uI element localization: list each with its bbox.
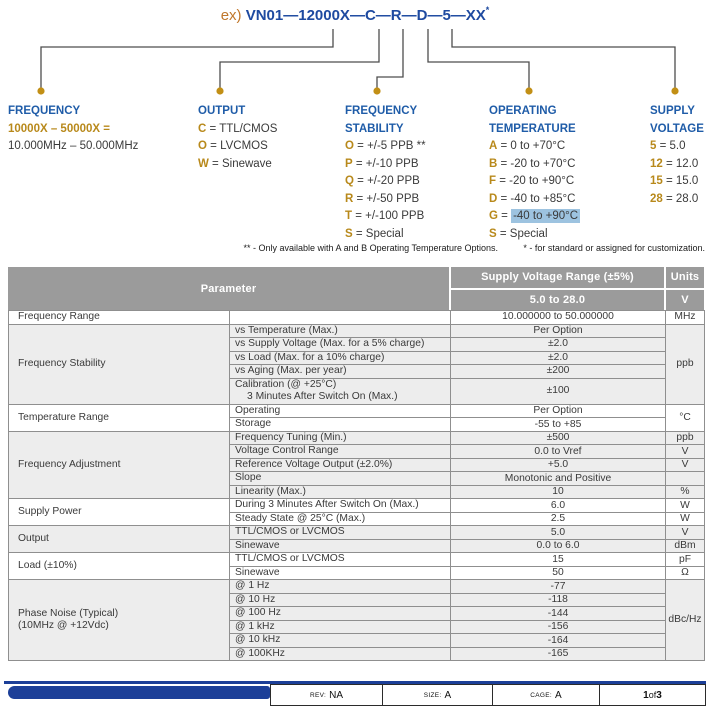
option-value: -20 to +90°C [509, 175, 575, 187]
part-number-connector-diagram [0, 0, 710, 100]
option-code: P [345, 157, 353, 170]
option-value: -40 to +85°C [510, 192, 576, 205]
option-equals: = [656, 140, 670, 152]
spec-row [9, 404, 705, 418]
option-code: R [345, 192, 354, 205]
option-value: 5.0 [669, 140, 686, 152]
param-group-cell [9, 553, 230, 580]
param-sub-line: Sinewave [235, 539, 280, 551]
option-value: 10.000MHz – 50.000MHz [8, 140, 139, 152]
ordering-column-frequency [8, 103, 138, 156]
option-value: -40 to +90°C [513, 210, 579, 222]
param-group-name: Phase Noise (Typical) [18, 607, 119, 619]
param-sub-cell [230, 324, 451, 338]
option-row [650, 138, 704, 156]
option-row [345, 156, 426, 174]
option-code: C [198, 122, 207, 135]
option-value: 12.0 [675, 157, 699, 170]
param-group-name: (10MHz @ +12Vdc) [18, 620, 109, 632]
option-code: 15 [650, 175, 663, 187]
option-code: S [345, 227, 353, 240]
unit-cell: MHz [666, 311, 705, 325]
param-sub-cell [230, 512, 451, 526]
value-cell: ±100 [451, 378, 666, 404]
param-sub-line: TTL/CMOS or LVCMOS [235, 553, 345, 565]
option-equals: = [353, 192, 367, 205]
page-current: 1 [643, 689, 649, 701]
ordering-column-frequency-stability [345, 103, 426, 243]
param-sub-cell [230, 647, 451, 661]
value-cell: 2.5 [451, 512, 666, 526]
param-sub-line: vs Load (Max. for a 10% charge) [235, 351, 385, 363]
connector-line [428, 29, 529, 88]
param-group-cell [9, 431, 230, 499]
param-sub-line: Linearity (Max.) [235, 485, 306, 497]
option-equals: = [497, 157, 511, 170]
param-sub-cell [230, 418, 451, 432]
option-row [489, 138, 580, 156]
param-sub-line: @ 10 kHz [235, 634, 281, 646]
param-sub-cell [230, 539, 451, 553]
param-group-name: Temperature Range [18, 411, 110, 423]
option-value: Sinewave [221, 157, 272, 170]
size-label: SIZE: [423, 691, 442, 699]
option-code: A [489, 140, 498, 152]
unit-cell: W [666, 512, 705, 526]
unit-cell: V [666, 445, 705, 459]
spec-row [9, 324, 705, 338]
param-sub-line: @ 100KHz [235, 647, 285, 659]
connector-dot [37, 87, 44, 94]
option-equals: = [352, 227, 366, 240]
option-equals: = [352, 157, 366, 170]
param-group-cell [9, 324, 230, 404]
param-group-name: Frequency Adjustment [18, 458, 121, 470]
header-parameter: Parameter [8, 267, 449, 310]
unit-cell: V [666, 526, 705, 540]
value-cell: 0.0 to Vref [451, 445, 666, 459]
option-row [650, 173, 704, 191]
option-value: Special [365, 227, 404, 240]
option-equals: = [496, 227, 510, 240]
option-code: O [345, 140, 354, 152]
param-sub-cell [230, 607, 451, 621]
option-code: 5 [650, 140, 657, 152]
param-sub-cell [230, 431, 451, 445]
value-cell: 10.000000 to 50.000000 [451, 311, 666, 325]
param-sub-line: Frequency Tuning (Min.) [235, 431, 347, 443]
param-group-cell [9, 311, 230, 325]
value-cell: -55 to +85 [451, 418, 666, 432]
option-code: G [489, 210, 498, 222]
spec-table-header [8, 267, 704, 310]
option-code: D [489, 192, 498, 205]
value-cell: ±2.0 [451, 351, 666, 365]
param-sub-cell [230, 499, 451, 513]
param-sub-cell [230, 553, 451, 567]
option-equals: = [662, 175, 676, 187]
value-cell: -156 [451, 620, 666, 634]
value-cell: -164 [451, 634, 666, 648]
unit-cell: °C [666, 404, 705, 431]
option-row [489, 156, 580, 174]
value-cell: 6.0 [451, 499, 666, 513]
param-sub-cell [230, 472, 451, 486]
page-sep: of [648, 690, 657, 700]
option-row [8, 121, 138, 139]
option-equals: = [206, 122, 220, 135]
value-cell: 0.0 to 6.0 [451, 539, 666, 553]
param-sub-cell [230, 311, 451, 325]
value-cell: -118 [451, 593, 666, 607]
unit-cell: % [666, 485, 705, 499]
ordering-column-supply-voltage [650, 103, 704, 208]
unit-cell: W [666, 499, 705, 513]
option-row [345, 138, 426, 156]
spec-row [9, 580, 705, 594]
option-value: +/-100 PPB [365, 210, 425, 222]
param-sub-cell [230, 485, 451, 499]
part-number: VN01—12000X—C—R—D—5—XX [245, 7, 486, 24]
option-row [198, 138, 277, 156]
param-sub-line: @ 1 kHz [235, 620, 275, 632]
param-sub-cell [230, 365, 451, 379]
param-sub-cell [230, 526, 451, 540]
footnote-single-star: * - for standard or assigned for customization. [523, 243, 705, 253]
option-row [650, 191, 704, 209]
rev-label: REV: [309, 691, 327, 699]
spec-row [9, 311, 705, 325]
connector-dot [525, 87, 532, 94]
connector-line [452, 29, 675, 88]
part-number-note-mark: * [485, 5, 490, 15]
unit-cell [666, 472, 705, 486]
value-cell: ±200 [451, 365, 666, 379]
spec-row [9, 526, 705, 540]
value-cell: 15 [451, 553, 666, 567]
cage-cell [492, 685, 599, 705]
connector-line [220, 29, 379, 88]
param-sub-cell [230, 378, 451, 404]
param-sub-line: 3 Minutes After Switch On (Max.) [247, 391, 398, 403]
param-sub-line: Operating [235, 404, 281, 416]
option-equals: = [208, 157, 222, 170]
option-equals: = [352, 210, 366, 222]
connector-dot [373, 87, 380, 94]
footer-bar [8, 686, 270, 699]
option-code: 12 [650, 157, 663, 170]
param-sub-line: @ 1 Hz [235, 580, 270, 592]
value-cell: 10 [451, 485, 666, 499]
value-cell: Per Option [451, 404, 666, 418]
param-group-cell [9, 499, 230, 526]
connector-line [41, 29, 333, 88]
header-supply-range-value: 5.0 to 28.0 [451, 290, 664, 311]
option-row [345, 208, 426, 226]
column-header-line: SUPPLY [650, 105, 695, 117]
param-group-name: Frequency Stability [18, 357, 106, 369]
option-code: 28 [650, 192, 663, 205]
option-row [650, 156, 704, 174]
option-row [489, 191, 580, 209]
param-sub-line: TTL/CMOS or LVCMOS [235, 526, 345, 538]
option-row [198, 156, 277, 174]
option-value: 15.0 [675, 175, 699, 187]
spec-table [8, 310, 705, 661]
param-group-name: Load (±10%) [18, 560, 77, 572]
option-code: 10000X – 50000X = [8, 122, 110, 135]
footer-info-table [270, 684, 706, 706]
example-prefix: ex) [220, 7, 242, 24]
param-group-cell [9, 526, 230, 553]
option-code: W [198, 157, 209, 170]
unit-cell: dBm [666, 539, 705, 553]
header-units: Units [666, 267, 704, 288]
column-header-line: FREQUENCY [8, 105, 81, 117]
rev-value: NA [329, 689, 344, 701]
option-value: 0 to +70°C [510, 140, 566, 152]
param-sub-cell [230, 458, 451, 472]
option-equals: = [353, 140, 368, 152]
param-sub-line: Slope [235, 472, 262, 484]
option-code: T [345, 210, 353, 222]
column-header-line: TEMPERATURE [489, 122, 576, 135]
value-cell: -77 [451, 580, 666, 594]
option-row [489, 173, 580, 191]
size-value: A [444, 689, 452, 701]
option-row [345, 173, 426, 191]
option-equals: = [662, 157, 676, 170]
unit-cell: dBc/Hz [666, 580, 705, 661]
rev-cell [271, 685, 382, 705]
spec-row [9, 499, 705, 513]
param-sub-cell [230, 620, 451, 634]
option-code: Q [345, 175, 354, 187]
page-cell [599, 685, 705, 705]
option-value: 28.0 [675, 192, 699, 205]
option-equals: = [496, 175, 510, 187]
param-sub-cell [230, 351, 451, 365]
connector-dot [671, 87, 678, 94]
header-units-value: V [666, 290, 704, 311]
param-group-cell [9, 404, 230, 431]
value-cell: -144 [451, 607, 666, 621]
param-sub-cell [230, 593, 451, 607]
param-sub-cell [230, 338, 451, 352]
column-header-line: STABILITY [345, 122, 404, 135]
column-header-line: FREQUENCY [345, 105, 418, 117]
option-equals: = [497, 210, 512, 222]
option-row [489, 208, 580, 226]
option-value: +/-20 PPB [367, 175, 420, 187]
option-value: Special [509, 227, 548, 240]
cage-value: A [555, 689, 562, 701]
option-equals: = [206, 140, 221, 152]
param-group-cell [9, 580, 230, 661]
option-code: F [489, 175, 497, 187]
option-value: TTL/CMOS [219, 122, 278, 135]
option-value: LVCMOS [220, 140, 268, 152]
size-cell [382, 685, 492, 705]
value-cell: Per Option [451, 324, 666, 338]
spec-row [9, 431, 705, 445]
option-code: O [198, 140, 207, 152]
param-sub-cell [230, 580, 451, 594]
param-sub-line: vs Supply Voltage (Max. for a 5% charge) [235, 338, 425, 349]
option-value: +/-5 PPB ** [367, 140, 426, 152]
connector-line [377, 29, 403, 88]
value-cell: ±500 [451, 431, 666, 445]
param-sub-line: @ 10 Hz [235, 593, 276, 605]
option-equals: = [497, 140, 511, 152]
value-cell: 50 [451, 566, 666, 580]
param-sub-line: During 3 Minutes After Switch On (Max.) [235, 499, 419, 511]
ordering-column-output [198, 103, 277, 173]
param-group-name: Supply Power [18, 506, 82, 518]
param-sub-line: Sinewave [235, 566, 280, 578]
param-group-name: Output [18, 533, 49, 545]
param-sub-line: Calibration (@ +25°C) [235, 378, 337, 390]
param-sub-line: Voltage Control Range [235, 445, 339, 457]
value-cell: -165 [451, 647, 666, 661]
option-equals: = [662, 192, 676, 205]
page-total: 3 [656, 689, 662, 701]
unit-cell: ppb [666, 324, 705, 404]
value-cell: ±2.0 [451, 338, 666, 352]
column-header-line: VOLTAGE [650, 122, 704, 135]
header-units-column [666, 267, 704, 310]
option-value: +/-10 PPB [365, 157, 419, 170]
value-cell: 5.0 [451, 526, 666, 540]
param-sub-cell [230, 404, 451, 418]
ordering-column-operating-temperature [489, 103, 580, 243]
unit-cell: pF [666, 553, 705, 567]
header-supply-voltage-range: Supply Voltage Range (±5%) [451, 267, 664, 288]
cage-label: CAGE: [530, 691, 553, 699]
option-code: B [489, 157, 498, 170]
footnote-double-star: ** - Only available with A and B Operating Temperature Options. [243, 243, 498, 253]
param-sub-line: vs Temperature (Max.) [235, 324, 338, 336]
param-sub-line: Reference Voltage Output (±2.0%) [235, 458, 393, 470]
header-supply-column [451, 267, 664, 310]
column-header-line: OUTPUT [198, 105, 246, 117]
param-group-name: Frequency Range [18, 311, 100, 322]
param-sub-cell [230, 445, 451, 459]
option-row [198, 121, 277, 139]
param-sub-line: vs Aging (Max. per year) [235, 365, 347, 376]
param-sub-cell [230, 634, 451, 648]
option-row [345, 191, 426, 209]
unit-cell: ppb [666, 431, 705, 445]
option-row [345, 226, 426, 244]
option-equals: = [497, 192, 511, 205]
option-value: +/-50 PPB [366, 192, 420, 205]
connector-dot [216, 87, 223, 94]
value-cell: +5.0 [451, 458, 666, 472]
param-sub-line: @ 100 Hz [235, 607, 281, 619]
option-equals: = [353, 175, 368, 187]
value-cell: Monotonic and Positive [451, 472, 666, 486]
spec-row [9, 553, 705, 567]
unit-cell: V [666, 458, 705, 472]
unit-cell: Ω [666, 566, 705, 580]
column-header-line: OPERATING [489, 105, 557, 117]
option-value: -20 to +70°C [510, 157, 576, 170]
param-sub-line: Steady State @ 25°C (Max.) [235, 512, 366, 524]
param-sub-cell [230, 566, 451, 580]
option-row [489, 226, 580, 244]
option-row [8, 138, 138, 156]
param-sub-line: Storage [235, 418, 272, 430]
option-code: S [489, 227, 497, 240]
